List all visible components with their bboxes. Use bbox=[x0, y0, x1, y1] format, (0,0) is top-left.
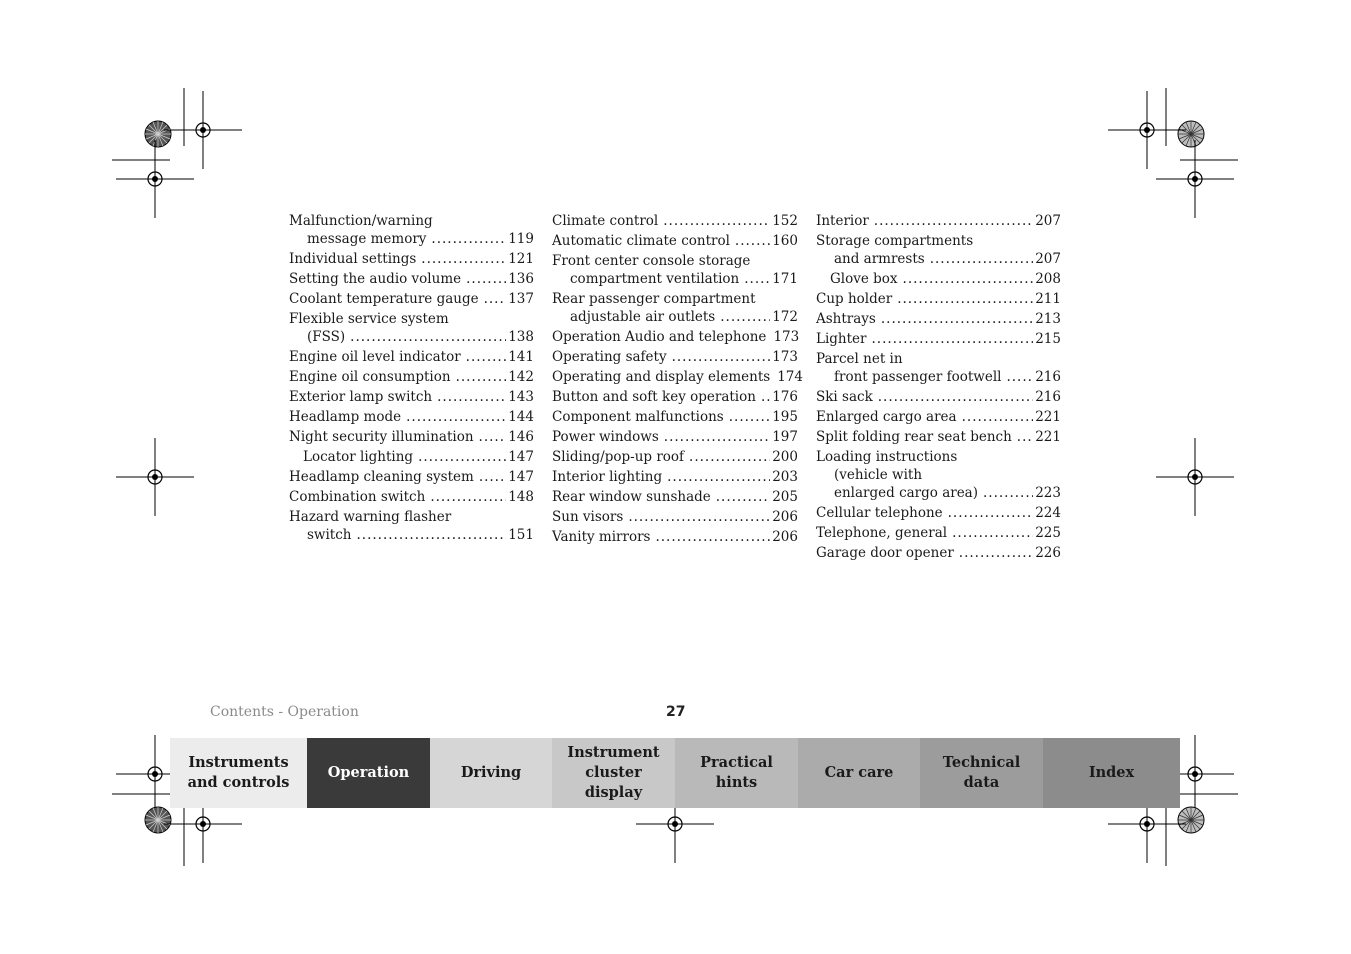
entry-text: Operating and display elements bbox=[552, 369, 771, 385]
entry-text: Lighter bbox=[816, 331, 867, 347]
dot-leader bbox=[948, 504, 1034, 522]
page-reference: 137 bbox=[508, 291, 534, 307]
index-entry[interactable] bbox=[552, 388, 798, 406]
entry-text: Headlamp cleaning system bbox=[289, 469, 474, 485]
index-entry[interactable] bbox=[816, 388, 1061, 406]
page-reference: 136 bbox=[508, 271, 534, 287]
dot-leader bbox=[952, 524, 1033, 542]
entry-text: Rear passenger compartment bbox=[552, 291, 756, 307]
entry-text: Combination switch bbox=[289, 489, 426, 505]
dot-leader bbox=[628, 508, 770, 526]
nav-tab-label: Driving bbox=[460, 764, 522, 781]
entry-text: Telephone, general bbox=[816, 525, 948, 541]
entry-text: Parcel net in bbox=[816, 351, 903, 367]
index-entry[interactable] bbox=[816, 544, 1061, 562]
index-entry[interactable] bbox=[552, 528, 798, 546]
index-entry[interactable] bbox=[816, 270, 1061, 288]
entry-text: Enlarged cargo area bbox=[816, 409, 957, 425]
nav-tab-instruments-and-controls[interactable] bbox=[170, 738, 307, 808]
index-entry[interactable] bbox=[552, 252, 798, 288]
dot-leader bbox=[735, 232, 770, 250]
dot-leader bbox=[437, 388, 506, 406]
page-reference: 141 bbox=[508, 349, 534, 365]
index-entry[interactable] bbox=[289, 448, 534, 466]
index-entry[interactable] bbox=[552, 368, 803, 386]
dot-leader bbox=[431, 230, 506, 248]
page-reference: 173 bbox=[773, 329, 800, 345]
page-reference: 147 bbox=[508, 469, 534, 485]
index-entry[interactable] bbox=[289, 250, 534, 268]
entry-text: Button and soft key operation bbox=[552, 389, 756, 405]
entry-text: Glove box bbox=[830, 271, 898, 287]
page-reference: 225 bbox=[1035, 525, 1061, 541]
entry-text: Individual settings bbox=[289, 251, 417, 267]
nav-tab-label: Technical data bbox=[942, 754, 1021, 791]
nav-tab-label: Practical hints bbox=[700, 754, 773, 791]
index-entry[interactable] bbox=[816, 448, 1061, 502]
entry-text: enlarged cargo area) bbox=[834, 485, 978, 501]
entry-text: Malfunction/warning bbox=[289, 213, 433, 229]
page-reference: 203 bbox=[772, 469, 798, 485]
page-reference: 176 bbox=[772, 389, 798, 405]
page-reference: 226 bbox=[1035, 545, 1061, 561]
entry-text: Garage door opener bbox=[816, 545, 954, 561]
page-reference: 160 bbox=[772, 233, 798, 249]
dot-leader bbox=[903, 270, 1034, 288]
entry-text: Cellular telephone bbox=[816, 505, 943, 521]
index-entry[interactable] bbox=[289, 508, 534, 544]
dot-leader bbox=[878, 388, 1033, 406]
index-entry[interactable] bbox=[552, 428, 798, 446]
nav-tab-index[interactable] bbox=[1043, 738, 1180, 808]
entry-text: (vehicle with bbox=[834, 467, 923, 483]
page-reference: 172 bbox=[772, 309, 798, 325]
entry-text: Coolant temperature gauge bbox=[289, 291, 479, 307]
page-reference: 146 bbox=[508, 429, 534, 445]
index-entry[interactable] bbox=[552, 468, 798, 486]
dot-leader bbox=[930, 250, 1034, 268]
entry-text: Interior lighting bbox=[552, 469, 663, 485]
index-entry[interactable] bbox=[552, 508, 798, 526]
index-entry[interactable] bbox=[816, 524, 1061, 542]
dot-leader bbox=[962, 408, 1034, 426]
dot-leader bbox=[959, 544, 1033, 562]
index-entry[interactable] bbox=[816, 428, 1061, 446]
index-entry[interactable] bbox=[552, 232, 798, 250]
dot-leader bbox=[1006, 368, 1033, 386]
page-reference: 211 bbox=[1035, 291, 1061, 307]
dot-leader bbox=[689, 448, 770, 466]
entry-text: Hazard warning flasher bbox=[289, 509, 452, 525]
entry-text: (FSS) bbox=[307, 329, 346, 345]
entry-text: Sliding/pop-up roof bbox=[552, 449, 685, 465]
page-reference: 147 bbox=[508, 449, 534, 465]
index-entry[interactable] bbox=[552, 212, 798, 230]
dot-leader bbox=[672, 348, 771, 366]
page-number: 27 bbox=[666, 704, 686, 720]
dot-leader bbox=[897, 290, 1033, 308]
dot-leader bbox=[430, 488, 506, 506]
dot-leader bbox=[484, 290, 507, 308]
index-entry[interactable] bbox=[289, 468, 534, 486]
page-reference: 148 bbox=[508, 489, 534, 505]
index-entry[interactable] bbox=[289, 290, 534, 308]
dot-leader bbox=[881, 310, 1033, 328]
index-column-1 bbox=[289, 212, 534, 546]
entry-text: Ashtrays bbox=[816, 311, 876, 327]
nav-tab-instrument-cluster-display[interactable] bbox=[552, 738, 675, 808]
entry-text: Operating safety bbox=[552, 349, 667, 365]
index-entry[interactable] bbox=[816, 310, 1061, 328]
entry-text: Climate control bbox=[552, 213, 659, 229]
dot-leader bbox=[667, 468, 770, 486]
page-reference: 221 bbox=[1035, 429, 1061, 445]
entry-text: switch bbox=[307, 527, 352, 543]
page-reference: 216 bbox=[1035, 369, 1061, 385]
index-entry[interactable] bbox=[552, 348, 798, 366]
index-column-2 bbox=[552, 212, 803, 548]
dot-leader bbox=[421, 250, 506, 268]
page-reference: 206 bbox=[772, 529, 798, 545]
entry-text: adjustable air outlets bbox=[570, 309, 716, 325]
dot-leader bbox=[406, 408, 506, 426]
dot-leader bbox=[418, 448, 506, 466]
page-reference: 224 bbox=[1035, 505, 1061, 521]
page-reference: 205 bbox=[772, 489, 798, 505]
entry-text: Vanity mirrors bbox=[552, 529, 651, 545]
entry-text: Locator lighting bbox=[303, 449, 414, 465]
page-reference: 215 bbox=[1035, 331, 1061, 347]
index-entry[interactable] bbox=[816, 290, 1061, 308]
entry-text: compartment ventilation bbox=[570, 271, 740, 287]
page-reference: 213 bbox=[1035, 311, 1061, 327]
dot-leader bbox=[1017, 428, 1033, 446]
page-reference: 121 bbox=[508, 251, 534, 267]
dot-leader bbox=[716, 488, 770, 506]
page-reference: 206 bbox=[772, 509, 798, 525]
page-reference: 207 bbox=[1035, 251, 1061, 267]
entry-text: Storage compartments bbox=[816, 233, 974, 249]
page-reference: 216 bbox=[1035, 389, 1061, 405]
index-entry[interactable] bbox=[816, 232, 1061, 268]
index-entry[interactable] bbox=[816, 408, 1061, 426]
dot-leader bbox=[466, 348, 507, 366]
dot-leader bbox=[479, 468, 506, 486]
index-entry[interactable] bbox=[289, 270, 534, 288]
page-reference: 143 bbox=[508, 389, 534, 405]
page-reference: 171 bbox=[772, 271, 798, 287]
page-reference: 144 bbox=[508, 409, 534, 425]
dot-leader bbox=[456, 368, 507, 386]
dot-leader bbox=[983, 484, 1033, 502]
page-reference: 208 bbox=[1035, 271, 1061, 287]
dot-leader bbox=[356, 526, 506, 544]
entry-text: Sun visors bbox=[552, 509, 624, 525]
dot-leader bbox=[350, 328, 506, 346]
entry-text: Engine oil level indicator bbox=[289, 349, 461, 365]
page-reference: 200 bbox=[772, 449, 798, 465]
index-entry[interactable] bbox=[289, 310, 534, 346]
entry-text: Ski sack bbox=[816, 389, 873, 405]
dot-leader bbox=[663, 212, 770, 230]
page-reference: 151 bbox=[508, 527, 534, 543]
page-reference: 223 bbox=[1035, 485, 1061, 501]
index-entry[interactable] bbox=[552, 408, 798, 426]
dot-leader bbox=[872, 330, 1034, 348]
page-reference: 173 bbox=[772, 349, 798, 365]
index-entry[interactable] bbox=[289, 428, 534, 446]
page-reference: 221 bbox=[1035, 409, 1061, 425]
chapter-nav bbox=[170, 738, 1180, 808]
nav-tab-car-care[interactable] bbox=[798, 738, 920, 808]
entry-text: Operation Audio and telephone bbox=[552, 329, 767, 345]
index-column-3 bbox=[816, 212, 1061, 564]
entry-text: Headlamp mode bbox=[289, 409, 402, 425]
page-reference: 174 bbox=[777, 369, 803, 385]
index-entry[interactable] bbox=[816, 212, 1061, 230]
dot-leader bbox=[729, 408, 770, 426]
entry-text: Setting the audio volume bbox=[289, 271, 462, 287]
entry-text: Rear window sunshade bbox=[552, 489, 711, 505]
entry-text: Cup holder bbox=[816, 291, 893, 307]
page-reference: 152 bbox=[772, 213, 798, 229]
dot-leader bbox=[744, 270, 770, 288]
index-entry[interactable] bbox=[289, 488, 534, 506]
entry-text: Loading instructions bbox=[816, 449, 958, 465]
entry-text: and armrests bbox=[834, 251, 925, 267]
entry-text: front passenger footwell bbox=[834, 369, 1002, 385]
dot-leader bbox=[720, 308, 770, 326]
entry-text: Automatic climate control bbox=[552, 233, 730, 249]
dot-leader bbox=[655, 528, 770, 546]
nav-tab-label: Instruments and controls bbox=[187, 754, 290, 791]
index-entry[interactable] bbox=[289, 348, 534, 366]
index-entry[interactable] bbox=[289, 408, 534, 426]
page-reference: 207 bbox=[1035, 213, 1061, 229]
index-entry[interactable] bbox=[289, 388, 534, 406]
index-entry[interactable] bbox=[816, 350, 1061, 386]
entry-text: Exterior lamp switch bbox=[289, 389, 433, 405]
dot-leader bbox=[664, 428, 770, 446]
dot-leader bbox=[874, 212, 1033, 230]
dot-leader bbox=[761, 388, 770, 406]
index-entry[interactable] bbox=[816, 504, 1061, 522]
index-entry[interactable] bbox=[289, 212, 534, 248]
nav-tab-label: Car care bbox=[824, 764, 894, 781]
nav-tab-practical-hints[interactable] bbox=[675, 738, 798, 808]
nav-tab-driving[interactable] bbox=[430, 738, 552, 808]
index-entry[interactable] bbox=[552, 488, 798, 506]
entry-text: Flexible service system bbox=[289, 311, 449, 327]
entry-text: Front center console storage bbox=[552, 253, 751, 269]
entry-text: Interior bbox=[816, 213, 869, 229]
nav-tab-label: Operation bbox=[327, 764, 410, 781]
section-title: Contents - Operation bbox=[210, 704, 359, 720]
dot-leader bbox=[479, 428, 507, 446]
page-reference: 195 bbox=[772, 409, 798, 425]
nav-tab-label: Instrument cluster display bbox=[567, 744, 660, 801]
page-reference: 197 bbox=[772, 429, 798, 445]
entry-text: message memory bbox=[307, 231, 427, 247]
entry-text: Night security illumination bbox=[289, 429, 474, 445]
nav-tab-operation[interactable] bbox=[307, 738, 430, 808]
entry-text: Engine oil consumption bbox=[289, 369, 451, 385]
entry-text: Split folding rear seat bench bbox=[816, 429, 1012, 445]
index-entry[interactable] bbox=[289, 368, 534, 386]
entry-text: Power windows bbox=[552, 429, 659, 445]
index-entry[interactable] bbox=[552, 448, 798, 466]
page-reference: 119 bbox=[508, 231, 534, 247]
index-entry[interactable] bbox=[816, 330, 1061, 348]
index-entry[interactable] bbox=[552, 290, 798, 326]
index-entry[interactable] bbox=[552, 328, 798, 346]
entry-text: Component malfunctions bbox=[552, 409, 724, 425]
page-reference: 138 bbox=[508, 329, 534, 345]
nav-tab-technical-data[interactable] bbox=[920, 738, 1043, 808]
page-reference: 142 bbox=[508, 369, 534, 385]
dot-leader bbox=[466, 270, 506, 288]
nav-tab-label: Index bbox=[1088, 764, 1135, 781]
